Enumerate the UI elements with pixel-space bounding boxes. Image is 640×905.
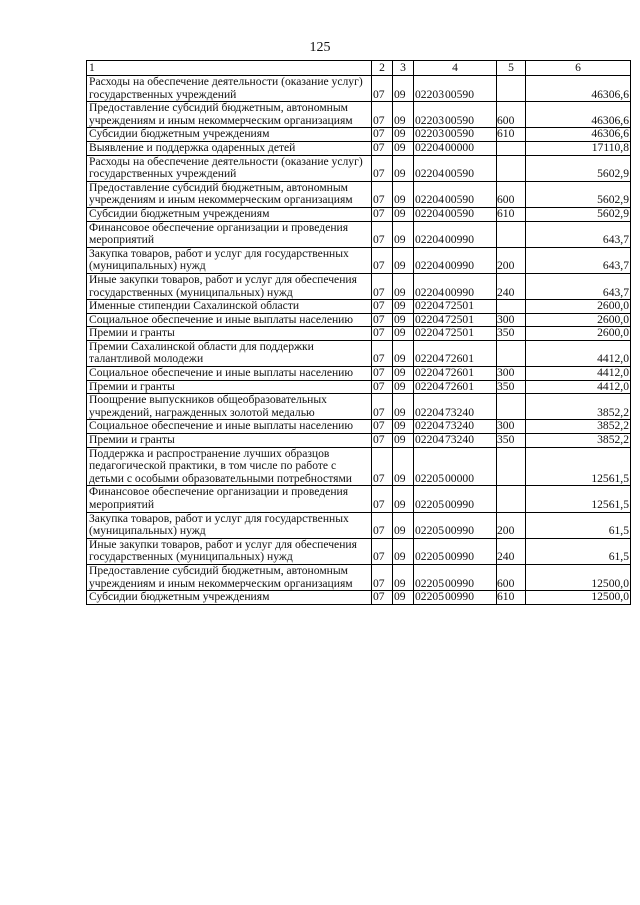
header-col-1: 1 [87, 61, 372, 76]
row-target-code-part1: 02204 [415, 193, 444, 207]
row-amount: 17110,8 [526, 141, 631, 155]
row-expense-type [497, 141, 526, 155]
row-subsection: 09 [393, 367, 414, 381]
row-name: Расходы на обеспечение деятельности (оказание услуг) государственных учреждений [87, 76, 372, 102]
row-expense-type [497, 76, 526, 102]
row-expense-type: 240 [497, 273, 526, 299]
row-name: Финансовое обеспечение организации и проведения мероприятий [87, 486, 372, 512]
row-expense-type: 610 [497, 591, 526, 605]
row-target-code-part1: 02205 [415, 576, 444, 590]
row-section: 07 [372, 394, 393, 420]
row-target-code-part2: 00590 [445, 113, 474, 127]
row-section: 07 [372, 564, 393, 590]
table-row [87, 155, 631, 181]
row-name: Социальное обеспечение и иные выплаты населению [87, 420, 372, 434]
row-subsection: 09 [393, 155, 414, 181]
row-subsection: 09 [393, 394, 414, 420]
row-name: Закупка товаров, работ и услуг для государственных (муниципальных) нужд [87, 512, 372, 538]
row-amount: 12500,0 [526, 564, 631, 590]
row-expense-type: 300 [497, 420, 526, 434]
row-subsection: 09 [393, 247, 414, 273]
row-amount: 12500,0 [526, 591, 631, 605]
row-target-code-part2: 00590 [445, 193, 474, 207]
header-col-5: 5 [497, 61, 526, 76]
row-subsection: 09 [393, 141, 414, 155]
row-section: 07 [372, 247, 393, 273]
row-subsection: 09 [393, 512, 414, 538]
row-expense-type [497, 394, 526, 420]
table-row [87, 102, 631, 128]
row-section: 07 [372, 128, 393, 142]
row-subsection: 09 [393, 591, 414, 605]
row-target-code [414, 380, 497, 394]
row-expense-type: 350 [497, 434, 526, 448]
row-name: Иные закупки товаров, работ и услуг для обеспечения государственных (муниципальных) нужд [87, 273, 372, 299]
row-target-code-part1: 02204 [415, 405, 444, 419]
row-target-code-part2: 00990 [445, 233, 474, 247]
table-row [87, 394, 631, 420]
row-amount: 4412,0 [526, 380, 631, 394]
row-expense-type [497, 221, 526, 247]
row-name: Иные закупки товаров, работ и услуг для обеспечения государственных (муниципальных) нужд [87, 538, 372, 564]
row-section: 07 [372, 155, 393, 181]
row-name: Закупка товаров, работ и услуг для государственных (муниципальных) нужд [87, 247, 372, 273]
row-subsection: 09 [393, 447, 414, 486]
row-section: 07 [372, 327, 393, 341]
row-amount: 12561,5 [526, 447, 631, 486]
row-target-code-part1: 02204 [415, 312, 444, 326]
row-name: Премии и гранты [87, 327, 372, 341]
row-target-code-part1: 02204 [415, 206, 444, 220]
row-target-code-part1: 02205 [415, 550, 444, 564]
row-amount: 643,7 [526, 247, 631, 273]
row-target-code [414, 564, 497, 590]
row-subsection: 09 [393, 538, 414, 564]
row-amount: 46306,6 [526, 76, 631, 102]
row-expense-type: 300 [497, 313, 526, 327]
row-amount: 46306,6 [526, 102, 631, 128]
row-name: Поощрение выпускников общеобразовательных учреждений, награжденных золотой медалью [87, 394, 372, 420]
row-target-code-part1: 02205 [415, 524, 444, 538]
row-target-code-part2: 00990 [445, 590, 474, 604]
row-subsection: 09 [393, 221, 414, 247]
row-target-code-part2: 73240 [445, 419, 474, 433]
row-amount: 4412,0 [526, 340, 631, 366]
table-row [87, 141, 631, 155]
row-target-code-part2: 00000 [445, 471, 474, 485]
row-name: Предоставление субсидий бюджетным, автономным учреждениям и иным некоммерческим организациям [87, 181, 372, 207]
row-target-code-part1: 02204 [415, 379, 444, 393]
row-amount: 643,7 [526, 273, 631, 299]
row-target-code [414, 273, 497, 299]
row-expense-type: 350 [497, 380, 526, 394]
table-header-row [87, 61, 631, 76]
row-target-code [414, 76, 497, 102]
header-col-6: 6 [526, 61, 631, 76]
row-target-code-part1: 02203 [415, 113, 444, 127]
row-expense-type: 600 [497, 564, 526, 590]
row-name: Премии и гранты [87, 434, 372, 448]
row-target-code-part1: 02203 [415, 87, 444, 101]
row-target-code-part2: 72601 [445, 366, 474, 380]
row-section: 07 [372, 207, 393, 221]
row-subsection: 09 [393, 313, 414, 327]
row-expense-type [497, 447, 526, 486]
row-target-code-part1: 02203 [415, 127, 444, 141]
row-target-code [414, 313, 497, 327]
row-expense-type: 350 [497, 327, 526, 341]
row-expense-type [497, 300, 526, 314]
table-row [87, 300, 631, 314]
row-subsection: 09 [393, 300, 414, 314]
row-target-code-part1: 02205 [415, 498, 444, 511]
row-target-code-part2: 00990 [445, 285, 474, 299]
row-target-code [414, 591, 497, 605]
row-section: 07 [372, 273, 393, 299]
row-name: Премии и гранты [87, 380, 372, 394]
table-row [87, 340, 631, 366]
row-subsection: 09 [393, 564, 414, 590]
row-amount: 5602,9 [526, 155, 631, 181]
header-col-2: 2 [372, 61, 393, 76]
row-target-code [414, 300, 497, 314]
row-target-code-part1: 02204 [415, 326, 444, 340]
row-target-code [414, 512, 497, 538]
row-amount: 2600,0 [526, 300, 631, 314]
row-expense-type: 610 [497, 128, 526, 142]
header-col-4: 4 [414, 61, 497, 76]
row-target-code-part1: 02204 [415, 140, 444, 154]
row-subsection: 09 [393, 207, 414, 221]
row-target-code-part2: 72501 [445, 326, 474, 340]
row-target-code-part1: 02204 [415, 167, 444, 181]
header-col-3: 3 [393, 61, 414, 76]
row-section: 07 [372, 512, 393, 538]
page-number: 125 [309, 40, 331, 55]
row-target-code-part1: 02205 [415, 590, 444, 604]
row-target-code-part2: 72601 [445, 379, 474, 393]
row-target-code [414, 340, 497, 366]
row-expense-type: 600 [497, 102, 526, 128]
row-target-code [414, 367, 497, 381]
row-target-code [414, 221, 497, 247]
row-target-code [414, 327, 497, 341]
row-target-code [414, 128, 497, 142]
row-target-code-part2: 72601 [445, 352, 474, 366]
row-target-code-part2: 00990 [445, 498, 474, 511]
row-target-code-part1: 02204 [415, 419, 444, 433]
row-amount: 46306,6 [526, 128, 631, 142]
row-expense-type: 300 [497, 367, 526, 381]
row-amount: 3852,2 [526, 394, 631, 420]
row-subsection: 09 [393, 181, 414, 207]
row-name: Предоставление субсидий бюджетным, автономным учреждениям и иным некоммерческим организациям [87, 102, 372, 128]
row-target-code-part1: 02204 [415, 233, 444, 247]
budget-table [86, 60, 631, 605]
row-name: Субсидии бюджетным учреждениям [87, 207, 372, 221]
table-row [87, 327, 631, 341]
budget-table-container [86, 60, 629, 605]
row-target-code [414, 447, 497, 486]
table-row [87, 591, 631, 605]
table-row [87, 221, 631, 247]
row-name: Социальное обеспечение и иные выплаты населению [87, 367, 372, 381]
table-row [87, 367, 631, 381]
row-target-code-part2: 00990 [445, 550, 474, 564]
row-target-code-part2: 00990 [445, 259, 474, 273]
row-section: 07 [372, 447, 393, 486]
row-name: Субсидии бюджетным учреждениям [87, 591, 372, 605]
row-target-code-part1: 02205 [415, 471, 444, 485]
table-row [87, 420, 631, 434]
row-section: 07 [372, 76, 393, 102]
table-row [87, 564, 631, 590]
row-subsection: 09 [393, 327, 414, 341]
row-section: 07 [372, 538, 393, 564]
row-name: Премии Сахалинской области для поддержки талантливой молодежи [87, 340, 372, 366]
row-section: 07 [372, 181, 393, 207]
row-target-code-part2: 00000 [445, 140, 474, 154]
row-amount: 643,7 [526, 221, 631, 247]
row-name: Предоставление субсидий бюджетным, автономным учреждениям и иным некоммерческим организациям [87, 564, 372, 590]
row-section: 07 [372, 591, 393, 605]
row-target-code [414, 538, 497, 564]
row-section: 07 [372, 313, 393, 327]
row-amount: 5602,9 [526, 207, 631, 221]
row-amount: 12561,5 [526, 486, 631, 512]
row-amount: 61,5 [526, 538, 631, 564]
row-target-code-part2: 00990 [445, 576, 474, 590]
row-section: 07 [372, 141, 393, 155]
table-row [87, 76, 631, 102]
table-body [87, 76, 631, 605]
row-target-code-part2: 73240 [445, 433, 474, 447]
row-section: 07 [372, 300, 393, 314]
row-subsection: 09 [393, 486, 414, 512]
row-expense-type: 200 [497, 512, 526, 538]
row-target-code [414, 141, 497, 155]
table-row [87, 273, 631, 299]
row-target-code-part2: 00590 [445, 87, 474, 101]
row-target-code-part1: 02204 [415, 433, 444, 447]
row-subsection: 09 [393, 128, 414, 142]
row-target-code [414, 486, 497, 512]
row-amount: 4412,0 [526, 367, 631, 381]
row-subsection: 09 [393, 76, 414, 102]
row-target-code [414, 394, 497, 420]
table-row [87, 247, 631, 273]
row-target-code-part1: 02204 [415, 352, 444, 366]
row-target-code-part2: 73240 [445, 405, 474, 419]
row-name: Финансовое обеспечение организации и проведения мероприятий [87, 221, 372, 247]
row-target-code [414, 420, 497, 434]
row-subsection: 09 [393, 380, 414, 394]
row-target-code [414, 207, 497, 221]
row-expense-type [497, 486, 526, 512]
row-section: 07 [372, 420, 393, 434]
row-amount: 3852,2 [526, 420, 631, 434]
row-amount: 3852,2 [526, 434, 631, 448]
row-expense-type: 240 [497, 538, 526, 564]
row-target-code [414, 247, 497, 273]
row-subsection: 09 [393, 273, 414, 299]
row-section: 07 [372, 102, 393, 128]
row-amount: 2600,0 [526, 313, 631, 327]
row-name: Поддержка и распространение лучших образцов педагогической практики, в том числе по работе с детьми с особыми образовательными потребностями [87, 447, 372, 486]
row-section: 07 [372, 367, 393, 381]
row-name: Выявление и поддержка одаренных детей [87, 141, 372, 155]
row-section: 07 [372, 221, 393, 247]
row-section: 07 [372, 486, 393, 512]
table-row [87, 434, 631, 448]
table-row [87, 486, 631, 512]
row-target-code-part2: 72501 [445, 299, 474, 313]
row-subsection: 09 [393, 420, 414, 434]
row-subsection: 09 [393, 340, 414, 366]
table-row [87, 447, 631, 486]
row-subsection: 09 [393, 102, 414, 128]
row-name: Социальное обеспечение и иные выплаты населению [87, 313, 372, 327]
row-name: Расходы на обеспечение деятельности (оказание услуг) государственных учреждений [87, 155, 372, 181]
row-target-code [414, 155, 497, 181]
row-target-code-part2: 00590 [445, 127, 474, 141]
row-section: 07 [372, 434, 393, 448]
row-section: 07 [372, 340, 393, 366]
row-target-code-part1: 02204 [415, 259, 444, 273]
row-target-code-part2: 00590 [445, 167, 474, 181]
row-name: Субсидии бюджетным учреждениям [87, 128, 372, 142]
row-expense-type: 600 [497, 181, 526, 207]
table-row [87, 512, 631, 538]
row-subsection: 09 [393, 434, 414, 448]
table-row [87, 128, 631, 142]
row-target-code-part2: 00590 [445, 206, 474, 220]
table-row [87, 538, 631, 564]
row-amount: 5602,9 [526, 181, 631, 207]
row-expense-type: 610 [497, 207, 526, 221]
row-target-code-part1: 02204 [415, 285, 444, 299]
row-section: 07 [372, 380, 393, 394]
row-expense-type: 200 [497, 247, 526, 273]
row-target-code-part2: 00990 [445, 524, 474, 538]
row-expense-type [497, 340, 526, 366]
table-row [87, 313, 631, 327]
table-row [87, 181, 631, 207]
row-amount: 2600,0 [526, 327, 631, 341]
row-target-code-part2: 72501 [445, 312, 474, 326]
row-expense-type [497, 155, 526, 181]
table-row [87, 207, 631, 221]
table-row [87, 380, 631, 394]
row-target-code-part1: 02204 [415, 366, 444, 380]
row-target-code [414, 181, 497, 207]
row-amount: 61,5 [526, 512, 631, 538]
row-name: Именные стипендии Сахалинской области [87, 300, 372, 314]
row-target-code [414, 102, 497, 128]
row-target-code-part1: 02204 [415, 299, 444, 313]
row-target-code [414, 434, 497, 448]
